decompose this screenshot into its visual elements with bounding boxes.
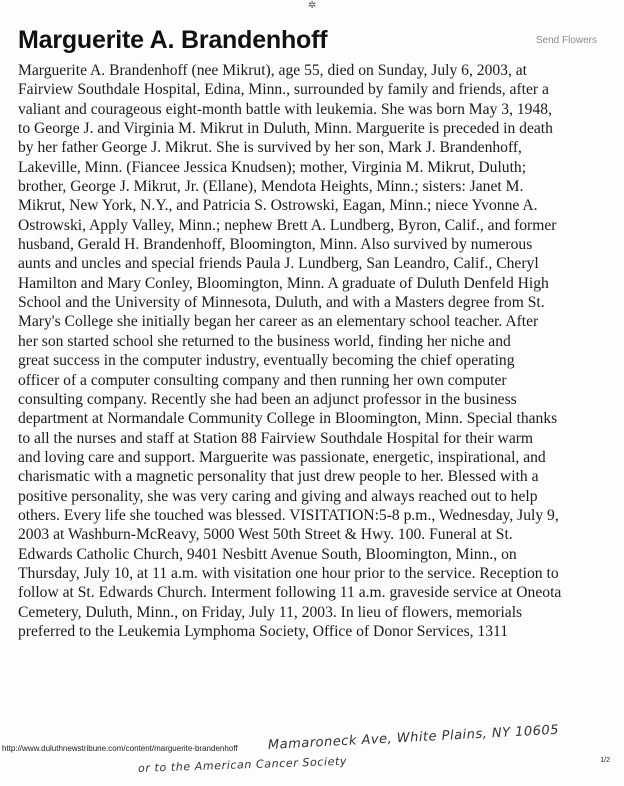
obituary-line: great success in the computer industry, eventually becoming the chief operating bbox=[18, 352, 515, 370]
obituary-line: Thursday, July 10, at 11 a.m. with visitation one hour prior to the service. Reception to bbox=[18, 564, 559, 582]
obituary-line: positive personality, she was very caring and giving and always reached out to help bbox=[18, 487, 538, 505]
obituary-line: Mary's College she initially began her career as an elementary school teacher. After bbox=[18, 313, 539, 331]
obituary-line: husband, Gerald H. Brandenhoff, Bloomington, Minn. Also survived by numerous bbox=[18, 236, 533, 254]
obituary-line: by her father George J. Mikrut. She is survived by her son, Mark J. Brandenhoff, bbox=[18, 139, 522, 157]
obituary-line: officer of a computer consulting company and then running her own computer bbox=[18, 371, 507, 389]
obituary-line: to George J. and Virginia M. Mikrut in Duluth, Minn. Marguerite is preceded in death bbox=[18, 120, 553, 138]
handwritten-memorial-note: or to the American Cancer Society bbox=[137, 754, 348, 775]
obituary-line: Mikrut, New York, N.Y., and Patricia S. Ostrowski, Eagan, Minn.; niece Yvonne A. bbox=[18, 197, 538, 215]
obituary-text bbox=[18, 61, 610, 641]
obituary-line: Edwards Catholic Church, 9401 Nesbitt Avenue South, Bloomington, Minn., on bbox=[18, 545, 517, 563]
obituary-line: consulting company. Recently she had been an adjunct professor in the business bbox=[18, 390, 517, 408]
obituary-line: School and the University of Minnesota, Duluth, and with a Masters degree from St. bbox=[18, 294, 545, 312]
obituary-line: Ostrowski, Apply Valley, Minn.; nephew Brett A. Lundberg, Byron, Calif., and former bbox=[18, 216, 557, 234]
obituary-line: Fairview Southdale Hospital, Edina, Minn., surrounded by family and friends, after a bbox=[18, 81, 549, 99]
obituary-line: aunts and uncles and special friends Paula J. Lundberg, San Leandro, Calif., Cheryl bbox=[18, 255, 539, 273]
obituary-line: follow at St. Edwards Church. Interment following 11 a.m. graveside service at Oneota bbox=[18, 584, 562, 602]
page-number: 1/2 bbox=[600, 757, 610, 764]
obituary-line: her son started school she returned to the business world, finding her niche and bbox=[18, 332, 511, 350]
obituary-line: Lakeville, Minn. (Fiancee Jessica Knudsen); mother, Virginia M. Mikrut, Duluth; bbox=[18, 158, 527, 176]
obituary-line: Hamilton and Mary Conley, Bloomington, Minn. A graduate of Duluth Denfeld High bbox=[18, 274, 549, 292]
obituary-line: charismatic with a magnetic personality that just drew people to her. Blessed with a bbox=[18, 468, 539, 486]
obituary-line: others. Every life she touched was blessed. VISITATION:5-8 p.m., Wednesday, July 9, bbox=[18, 506, 559, 524]
obituary-line: 2003 at Washburn-McReavy, 5000 West 50th Street & Hwy. 100. Funeral at St. bbox=[18, 526, 513, 544]
source-url: http://www.duluthnewstribune.com/content/marguerite-brandenhoff bbox=[2, 744, 238, 753]
obituary-line: valiant and courageous eight-month battle with leukemia. She was born May 3, 1948, bbox=[18, 100, 552, 118]
obituary-title: Marguerite A. Brandenhoff bbox=[18, 26, 328, 54]
scan-mark: ✲ bbox=[308, 0, 317, 11]
obituary-line: department at Normandale Community College in Bloomington, Minn. Special thanks bbox=[18, 410, 558, 428]
obituary-line: brother, George J. Mikrut, Jr. (Ellane), Mendota Heights, Minn.; sisters: Janet M. bbox=[18, 178, 524, 196]
send-flowers-link[interactable]: Send Flowers bbox=[535, 35, 597, 46]
obituary-line: to all the nurses and staff at Station 88 Fairview Southdale Hospital for their warm bbox=[18, 429, 534, 447]
obituary-line: Cemetery, Duluth, Minn., on Friday, July 11, 2003. In lieu of flowers, memorials bbox=[18, 603, 523, 621]
obituary-line: Marguerite A. Brandenhoff (nee Mikrut), age 55, died on Sunday, July 6, 2003, at bbox=[18, 62, 528, 79]
handwritten-address-note: Mamaroneck Ave, White Plains, NY 10605 bbox=[267, 722, 560, 753]
obituary-line: preferred to the Leukemia Lymphoma Society, Office of Donor Services, 1311 bbox=[18, 622, 509, 640]
obituary-line: and loving care and support. Marguerite was passionate, energetic, inspirational, and bbox=[18, 448, 546, 466]
